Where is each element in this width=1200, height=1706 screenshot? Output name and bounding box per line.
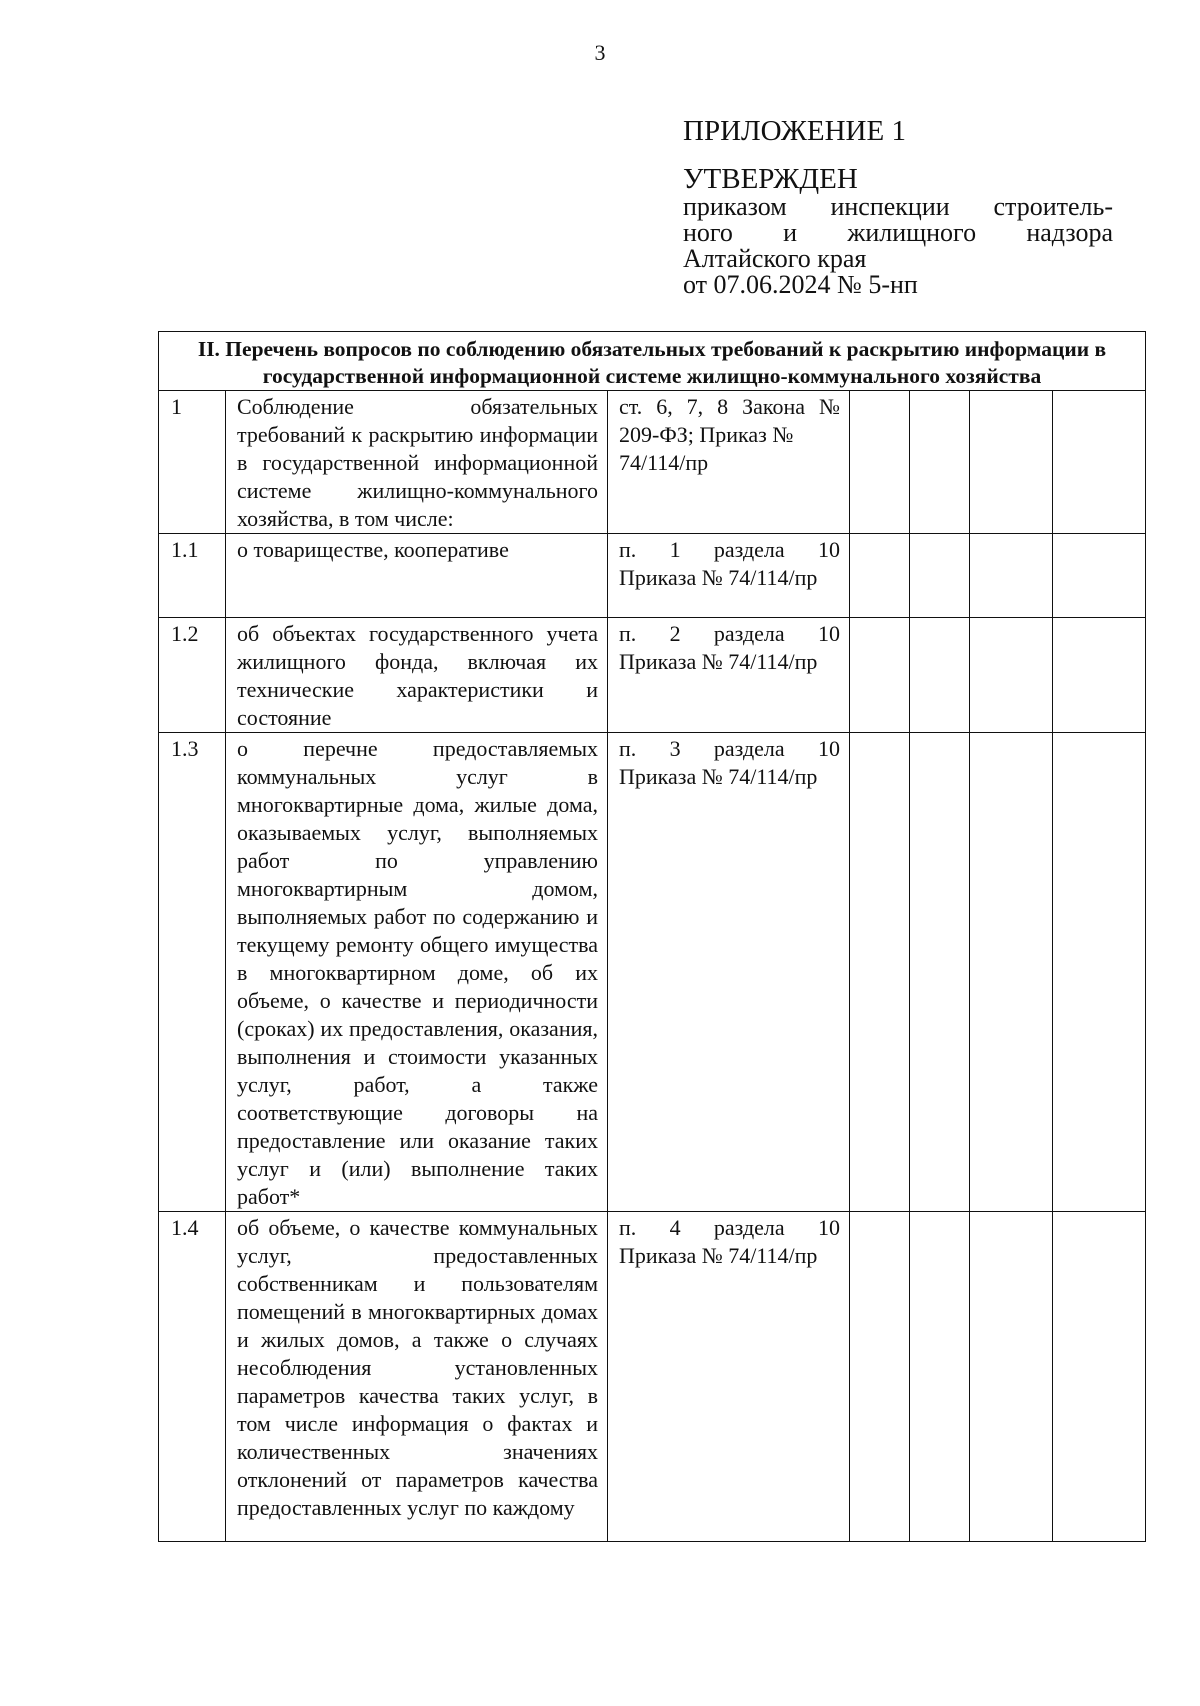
answer-na-cell: [970, 733, 1053, 1212]
note-cell: [1053, 534, 1146, 618]
row-reference: [608, 391, 850, 534]
reference-line: п. 2 раздела 10: [619, 621, 840, 646]
row-reference: [608, 1212, 850, 1542]
row-requirement: об объектах государственного учета жилищного фонда, включая их технические характеристики и состояние: [226, 618, 608, 733]
row-number: 1.1: [159, 534, 226, 618]
row-requirement: об объеме, о качестве коммунальных услуг, предоставленных собственникам и пользователям помещений в многоквартирных домах и жилых домов, а также о случаях несоблюдения установленных параметров качества таких услуг, в том числе информация о фактах и количественных значениях отклонений от параметров качества предоставленных услуг по каждому: [226, 1212, 608, 1542]
answer-no-cell: [910, 1212, 970, 1542]
row-number: 1: [159, 391, 226, 534]
answer-no-cell: [910, 618, 970, 733]
answer-na-cell: [970, 618, 1053, 733]
approval-line-4: от 07.06.2024 № 5-нп: [683, 270, 918, 299]
answer-no-cell: [910, 534, 970, 618]
row-reference: [608, 733, 850, 1212]
row-number: 1.3: [159, 733, 226, 1212]
answer-na-cell: [970, 534, 1053, 618]
approval-block: [683, 115, 1113, 299]
answer-yes-cell: [850, 733, 910, 1212]
row-requirement: о товариществе, кооперативе: [226, 534, 608, 618]
approval-line-1: приказом инспекции строитель-: [683, 192, 1113, 221]
note-cell: [1053, 618, 1146, 733]
row-reference: [608, 534, 850, 618]
approval-line-3: Алтайского края: [683, 244, 867, 273]
answer-yes-cell: [850, 1212, 910, 1542]
row-number: 1.2: [159, 618, 226, 733]
answer-na-cell: [970, 1212, 1053, 1542]
approval-line-2: ного и жилищного надзора: [683, 218, 1113, 247]
table-row: [159, 618, 1146, 733]
reference-line: ст. 6, 7, 8 Закона №: [619, 394, 840, 419]
reference-rest: Приказа № 74/114/пр: [619, 565, 818, 590]
appendix-title: ПРИЛОЖЕНИЕ 1: [683, 115, 906, 147]
row-requirement: Соблюдение обязательных требований к раскрытию информации в государственной информационной системе жилищно-коммунального хозяйства, в том числе:: [226, 391, 608, 534]
reference-rest: Приказа № 74/114/пр: [619, 649, 818, 674]
reference-rest: Приказа № 74/114/пр: [619, 764, 818, 789]
answer-yes-cell: [850, 618, 910, 733]
reference-line: п. 1 раздела 10: [619, 537, 840, 562]
section-header-row: [159, 332, 1146, 391]
answer-no-cell: [910, 391, 970, 534]
answer-yes-cell: [850, 391, 910, 534]
table-row: [159, 391, 1146, 534]
reference-rest: 209-ФЗ; Приказ № 74/114/пр: [619, 422, 794, 475]
checklist-table: [158, 331, 1146, 1542]
note-cell: [1053, 733, 1146, 1212]
table-row: [159, 733, 1146, 1212]
answer-na-cell: [970, 391, 1053, 534]
row-reference: [608, 618, 850, 733]
reference-line: п. 4 раздела 10: [619, 1215, 840, 1240]
note-cell: [1053, 1212, 1146, 1542]
table-row: [159, 534, 1146, 618]
page-number: 3: [594, 40, 606, 65]
approved-label: УТВЕРЖДЕН: [683, 163, 858, 195]
table-row: [159, 1212, 1146, 1542]
reference-rest: Приказа № 74/114/пр: [619, 1243, 818, 1268]
row-requirement: о перечне предоставляемых коммунальных услуг в многоквартирные дома, жилые дома, оказываемых услуг, выполняемых работ по управлению многоквартирным домом, выполняемых работ по содержанию и текущему ремонту общего имущества в многоквартирном доме, об их объеме, о качестве и периодичности (сроках) их предоставления, оказания, выполнения и стоимости указанных услуг, работ, а также соответствующие договоры на предоставление или оказание таких услуг и (или) выполнение таких работ*: [226, 733, 608, 1212]
row-number: 1.4: [159, 1212, 226, 1542]
section-title: II. Перечень вопросов по соблюдению обязательных требований к раскрытию информации в государственной информационной системе жилищно-коммунального хозяйства: [159, 332, 1146, 391]
note-cell: [1053, 391, 1146, 534]
answer-no-cell: [910, 733, 970, 1212]
answer-yes-cell: [850, 534, 910, 618]
reference-line: п. 3 раздела 10: [619, 736, 840, 761]
